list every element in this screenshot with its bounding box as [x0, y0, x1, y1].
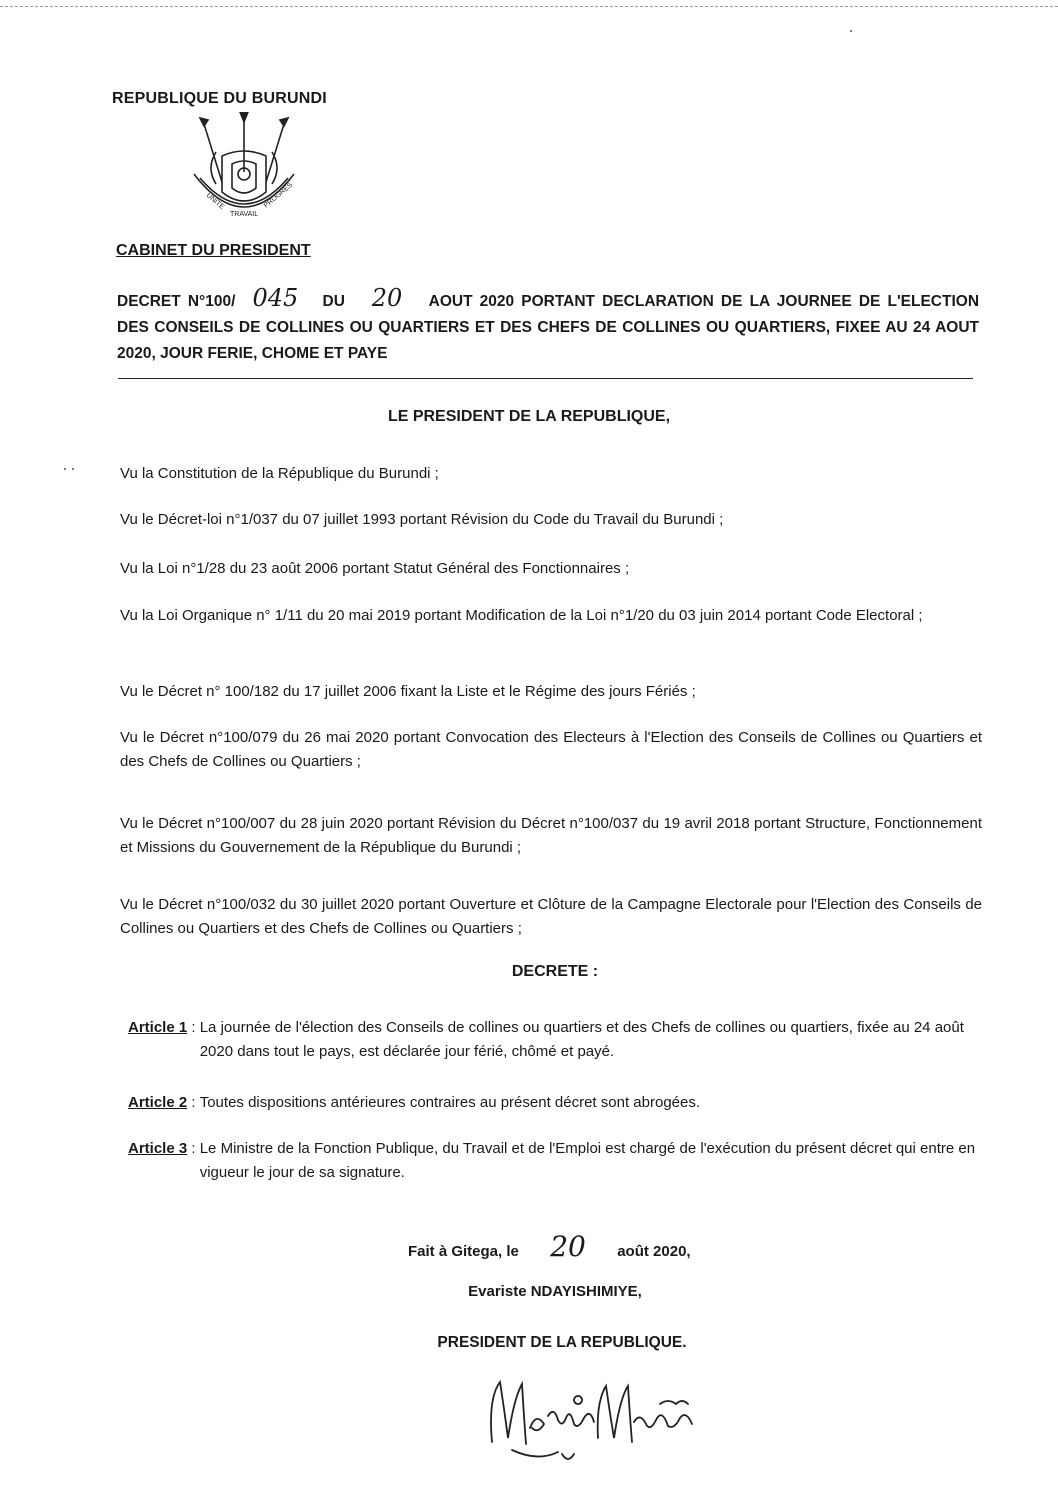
- closing-month-year: août 2020,: [617, 1243, 691, 1260]
- article-1: Article 1 : La journée de l'élection des Conseils de collines ou quartiers et des Chefs de collines ou quartiers, fixée au 24 août 2020 dans tout le pays, est déclarée jour férié, chômé et payé.: [128, 1016, 990, 1064]
- president-heading: LE PRESIDENT DE LA REPUBLIQUE,: [387, 408, 671, 425]
- title-prefix: DECRET N°100/: [117, 293, 236, 310]
- place-and-date: [408, 1230, 691, 1263]
- coat-of-arms-emblem: [186, 112, 302, 240]
- article-2: Article 2 : Toutes dispositions antérieures contraires au présent décret sont abrogées.: [128, 1091, 990, 1115]
- cabinet-header: CABINET DU PRESIDENT: [116, 242, 311, 259]
- article-3: Article 3 : Le Ministre de la Fonction Publique, du Travail et de l'Emploi est chargé de l'exécution du présent décret qui entre en vigueur le jour de sa signature.: [128, 1137, 990, 1185]
- article-label: Article 1: [128, 1019, 188, 1036]
- consideration-item: Vu le Décret n° 100/182 du 17 juillet 2006 fixant la Liste et le Régime des jours Fériés ;: [120, 683, 696, 700]
- title-du: DU: [322, 293, 345, 310]
- scan-edge-line: [0, 6, 1058, 7]
- consideration-item: Vu la Loi n°1/28 du 23 août 2006 portant Statut Général des Fonctionnaires ;: [120, 560, 630, 577]
- article-text: La journée de l'élection des Conseils de collines ou quartiers et des Chefs de collines ou quartiers, fixée au 24 août 2020 dans tout le pays, est déclarée jour férié, chômé et payé.: [199, 1019, 964, 1060]
- closing-place: Fait à Gitega, le: [408, 1243, 519, 1260]
- scan-speck: [850, 30, 852, 32]
- article-text: Le Ministre de la Fonction Publique, du Travail et de l'Emploi est chargé de l'exécution du présent décret qui entre en vigueur le jour de sa signature.: [199, 1140, 976, 1181]
- signer-name: Evariste NDAYISHIMIYE,: [468, 1283, 642, 1300]
- svg-text:PROGRES: PROGRES: [262, 181, 295, 210]
- consideration-item: Vu le Décret-loi n°1/037 du 07 juillet 1993 portant Révision du Code du Travail du Burundi ;: [120, 511, 724, 528]
- consideration-item: Vu le Décret n°100/032 du 30 juillet 2020 portant Ouverture et Clôture de la Campagne Electorale pour l'Election des Conseils de Collines ou Quartiers et des Chefs de Collines ou Quartiers ;: [120, 896, 982, 937]
- decree-title: [117, 285, 979, 367]
- svg-text:TRAVAIL: TRAVAIL: [230, 211, 259, 218]
- article-text: Toutes dispositions antérieures contraires au présent décret sont abrogées.: [199, 1094, 701, 1111]
- decree-day-handwritten: 20: [371, 284, 403, 312]
- scan-speck: [72, 468, 74, 470]
- closing-day-handwritten: 20: [550, 1230, 586, 1263]
- consideration-item: Vu le Décret n°100/007 du 28 juin 2020 portant Révision du Décret n°100/037 du 19 avril 2018 portant Structure, Fonctionnement et Missions du Gouvernement de la République du Burundi ;: [120, 815, 982, 856]
- handwritten-signature: [478, 1368, 718, 1468]
- consideration-item: Vu le Décret n°100/079 du 26 mai 2020 portant Convocation des Electeurs à l'Election des Conseils de Collines ou Quartiers et des Chefs de Collines ou Quartiers ;: [120, 729, 982, 770]
- article-label: Article 2: [128, 1094, 188, 1111]
- svg-text:UNITE: UNITE: [204, 192, 226, 212]
- article-label: Article 3: [128, 1140, 188, 1157]
- title-rest: AOUT 2020 PORTANT DECLARATION DE LA JOURNEE DE L'ELECTION DES CONSEILS DE COLLINES OU QUARTIERS ET DES CHEFS DE COLLINES OU QUARTIERS, FIXEE AU 24 AOUT 2020, JOUR FERIE, CHOME ET PAYE: [117, 293, 980, 362]
- consideration-item: Vu la Loi Organique n° 1/11 du 20 mai 2019 portant Modification de la Loi n°1/20 du 03 juin 2014 portant Code Electoral ;: [120, 607, 923, 624]
- title-divider: [118, 378, 973, 379]
- decree-number-handwritten: 045: [252, 284, 299, 312]
- republic-header: REPUBLIQUE DU BURUNDI: [112, 90, 327, 107]
- signer-title: PRESIDENT DE LA REPUBLIQUE.: [437, 1334, 687, 1351]
- decrete-heading: DECRETE :: [511, 963, 599, 980]
- consideration-item: Vu la Constitution de la République du Burundi ;: [120, 465, 439, 482]
- scan-speck: [64, 468, 66, 470]
